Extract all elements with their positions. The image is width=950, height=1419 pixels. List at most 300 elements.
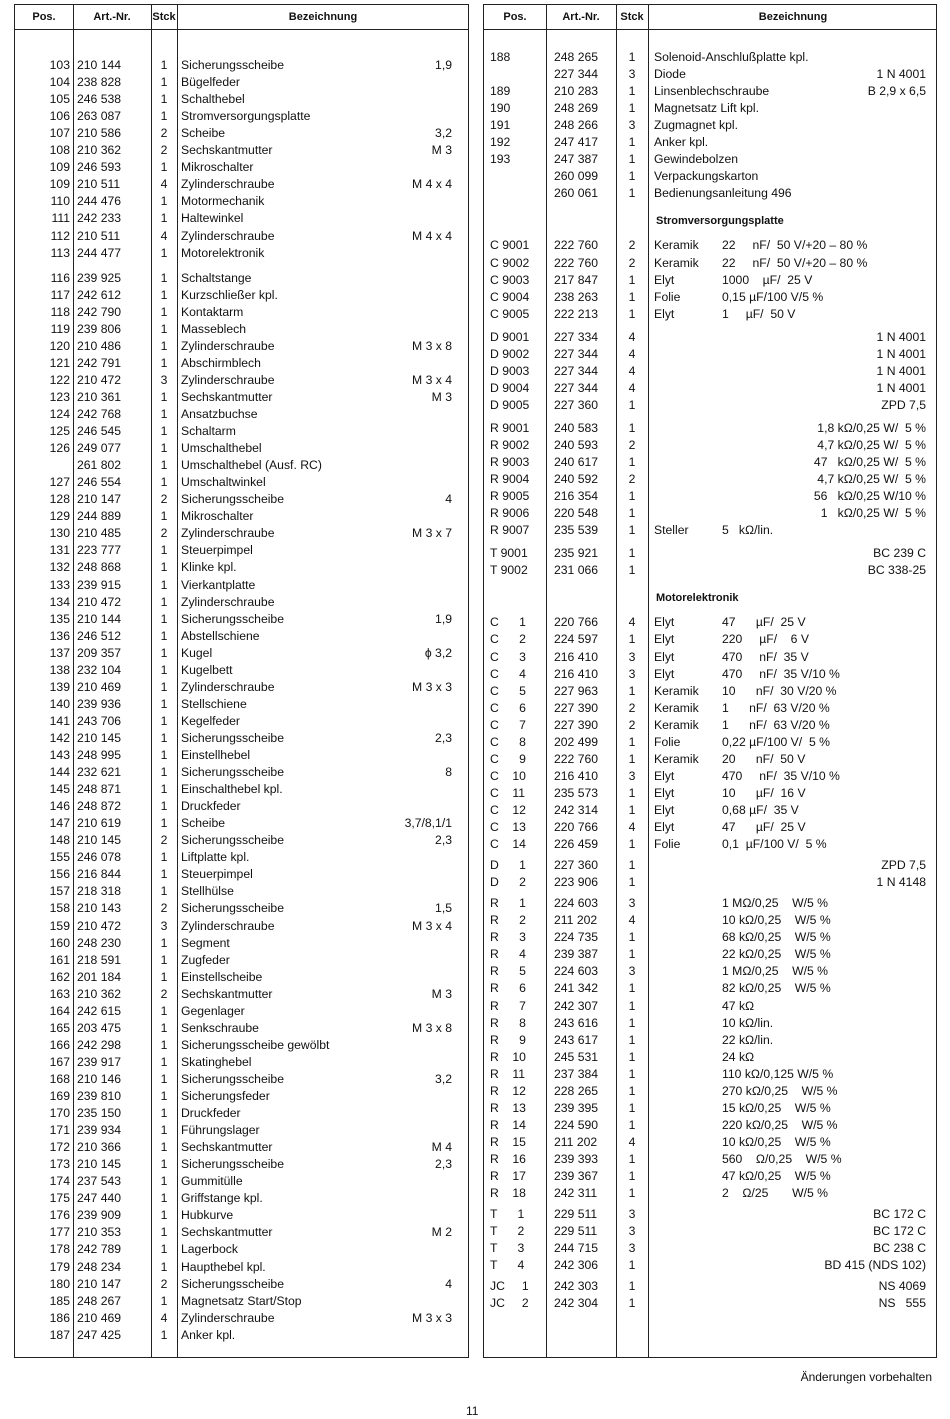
row-stck: 1	[628, 1049, 636, 1064]
row-art-nr: 222 760	[554, 238, 599, 253]
table-row	[484, 363, 936, 380]
table-row	[15, 969, 468, 986]
row-art-nr: 210 472	[77, 372, 122, 387]
table-row	[15, 645, 468, 662]
row-art-nr: 238 828	[77, 75, 122, 90]
row-pos: 192	[490, 135, 511, 150]
row-pos: 190	[490, 101, 511, 116]
row-pos: D 9003	[490, 363, 530, 378]
row-stck: 4	[628, 380, 636, 395]
row-spec: 3,2	[435, 126, 452, 141]
row-name: Sicherungsscheibe gewölbt	[181, 1037, 330, 1052]
row-pos: 108	[49, 143, 70, 158]
row-pos: R 18	[490, 1186, 526, 1201]
row-stck: 1	[628, 947, 636, 962]
row-name: Sicherungsscheibe	[181, 901, 284, 916]
table-row	[15, 1156, 468, 1173]
row-pos: 180	[49, 1276, 70, 1291]
row-stck: 1	[628, 455, 636, 470]
table-row	[484, 545, 936, 562]
row-name: Zugmagnet kpl.	[654, 118, 739, 133]
row-stck: 1	[160, 594, 168, 609]
row-stck: 2	[628, 255, 636, 270]
table-row	[15, 986, 468, 1003]
table-row	[15, 900, 468, 917]
row-art-nr: 244 715	[554, 1241, 599, 1256]
row-art-nr: 242 791	[77, 355, 122, 370]
table-row	[484, 768, 936, 785]
row-art-nr: 210 469	[77, 679, 122, 694]
row-name: Gegenlager	[181, 1003, 245, 1018]
row-pos: C 9001	[490, 238, 530, 253]
row-name: Umschaltwinkel	[181, 475, 266, 490]
row-pos: R 16	[490, 1151, 526, 1166]
row-art-nr: 242 307	[554, 998, 599, 1013]
table-row	[484, 1223, 936, 1240]
row-name: Sicherungsfeder	[181, 1089, 270, 1103]
row-pos: 178	[49, 1242, 70, 1257]
row-art-nr: 216 410	[554, 649, 599, 664]
table-row	[15, 1122, 468, 1139]
row-name: Führungslager	[181, 1123, 260, 1138]
row-stck: 1	[160, 1123, 168, 1138]
row-art-nr: 218 591	[77, 952, 122, 967]
row-pos: 189	[490, 84, 511, 99]
row-pos: 156	[49, 867, 70, 882]
row-stck: 1	[160, 1020, 168, 1035]
row-pos: R 12	[490, 1083, 526, 1098]
row-pos: C 12	[490, 802, 526, 817]
row-pos: 169	[49, 1089, 70, 1103]
row-name: Elyt	[654, 649, 675, 664]
row-spec: M 3 x 4	[412, 372, 452, 387]
row-art-nr: 216 410	[554, 666, 599, 681]
row-art-nr: 245 531	[554, 1049, 599, 1064]
table-row	[484, 306, 936, 323]
row-pos: 143	[49, 748, 70, 762]
row-pos: 140	[49, 696, 70, 711]
row-pos: 111	[51, 211, 70, 226]
row-name: Schaltarm	[181, 424, 236, 439]
row-value: 1 µF/ 50 V	[722, 306, 796, 321]
row-name: Kegelfeder	[181, 713, 240, 728]
row-value: 0,15 µF/100 V/5 %	[722, 289, 824, 304]
table-row	[15, 1207, 468, 1224]
row-stck: 1	[160, 75, 168, 90]
row-stck: 1	[628, 1083, 636, 1098]
row-stck: 1	[628, 1186, 636, 1201]
row-art-nr: 211 202	[554, 913, 598, 928]
row-art-nr: 210 619	[77, 816, 122, 831]
row-name: Sicherungsscheibe	[181, 58, 284, 72]
row-art-nr: 242 304	[554, 1296, 599, 1311]
row-name: Sicherungsscheibe	[181, 1071, 284, 1086]
row-art-nr: 210 147	[77, 492, 122, 507]
row-name: Zylinderschraube	[181, 526, 275, 541]
table-row	[484, 168, 936, 185]
row-pos: 109	[49, 160, 70, 175]
row-name: Kugelbett	[181, 662, 233, 677]
row-pos: 172	[49, 1140, 70, 1155]
row-art-nr: 240 593	[554, 438, 599, 452]
col-header-pos: Pos.	[503, 11, 527, 23]
row-stck: 2	[628, 700, 636, 715]
row-name: Folie	[654, 734, 681, 749]
row-name: Einstellhebel	[181, 748, 251, 762]
row-stck: 1	[160, 577, 168, 592]
row-pos: R 1	[490, 896, 526, 911]
row-pos: D 1	[490, 858, 526, 873]
row-value: 270 kΩ/0,25 W/5 %	[722, 1083, 838, 1098]
row-stck: 1	[160, 1242, 168, 1257]
row-pos: 106	[49, 109, 70, 124]
table-row	[15, 747, 468, 764]
row-pos: 171	[49, 1123, 70, 1138]
row-spec: NS 4069	[878, 1279, 926, 1294]
row-art-nr: 240 583	[554, 420, 599, 435]
row-name: Keramik	[654, 238, 699, 253]
row-value: 470 nF/ 35 V/10 %	[722, 768, 840, 783]
row-pos: D 9001	[490, 329, 530, 344]
row-value: 5 kΩ/lin.	[722, 523, 774, 538]
row-value: 22 kΩ/lin.	[722, 1032, 774, 1047]
row-pos: R 9005	[490, 489, 530, 504]
table-row	[484, 1066, 936, 1083]
row-spec: M 3 x 4	[412, 918, 452, 933]
row-art-nr: 201 184	[77, 969, 122, 984]
row-stck: 1	[628, 1015, 636, 1030]
row-art-nr: 210 283	[554, 84, 599, 99]
row-value: 1 nF/ 63 V/20 %	[722, 700, 830, 715]
row-spec: BC 338-25	[867, 563, 926, 578]
row-spec: 4,7 kΩ/0,25 W/ 5 %	[817, 472, 926, 487]
row-pos: 113	[50, 245, 70, 260]
table-row	[484, 420, 936, 437]
row-art-nr: 246 554	[77, 475, 122, 490]
row-stck: 1	[160, 475, 168, 490]
row-spec: 3,7/8,1/1	[404, 816, 452, 831]
row-name: Mikroschalter	[181, 160, 254, 175]
row-name: Ansatzbuchse	[181, 407, 258, 421]
row-spec: M 4	[431, 1140, 452, 1155]
row-art-nr: 222 213	[554, 306, 599, 321]
row-art-nr: 211 202	[554, 1134, 598, 1149]
row-spec: M 3	[431, 143, 452, 158]
row-value: 110 kΩ/0,125 W/5 %	[722, 1066, 834, 1081]
row-stck: 1	[628, 930, 636, 945]
row-pos: JC 1	[490, 1279, 529, 1294]
row-name: Magnetsatz Start/Stop	[181, 1293, 302, 1308]
table-row	[15, 662, 468, 679]
row-pos: 104	[49, 75, 70, 90]
table-row	[15, 1327, 468, 1344]
row-art-nr: 244 476	[77, 194, 122, 209]
row-art-nr: 242 233	[77, 211, 122, 226]
row-pos: 129	[49, 509, 70, 524]
row-pos: 148	[49, 833, 70, 848]
row-spec: BC 172 C	[873, 1207, 926, 1222]
row-stck: 2	[160, 143, 168, 158]
row-art-nr: 210 485	[77, 526, 122, 541]
row-art-nr: 239 915	[77, 577, 122, 592]
row-art-nr: 239 806	[77, 321, 122, 336]
table-row	[484, 785, 936, 802]
row-pos: C 4	[490, 666, 526, 681]
row-spec: M 3	[431, 389, 452, 404]
row-art-nr: 239 925	[77, 270, 122, 285]
row-name: Zylinderschraube	[181, 177, 275, 192]
row-name: Griffstange kpl.	[181, 1191, 263, 1206]
table-row	[484, 836, 936, 853]
table-row	[15, 559, 468, 576]
row-spec: 4,7 kΩ/0,25 W/ 5 %	[817, 438, 926, 452]
row-stck: 1	[160, 850, 168, 865]
table-row	[15, 730, 468, 747]
row-value: 10 nF/ 30 V/20 %	[722, 683, 837, 698]
row-stck: 1	[628, 683, 636, 698]
row-name: Keramik	[654, 683, 699, 698]
row-name: Zylinderschraube	[181, 338, 275, 353]
table-row	[15, 1054, 468, 1071]
table-row	[484, 380, 936, 397]
row-pos: 173	[49, 1157, 70, 1172]
table-row	[15, 193, 468, 210]
col-header-bezeichnung: Bezeichnung	[758, 11, 828, 23]
row-name: Steuerpimpel	[181, 543, 253, 558]
row-stck: 1	[160, 424, 168, 439]
table-row	[15, 1020, 468, 1037]
row-spec: 1 N 4001	[876, 380, 926, 395]
row-value: 24 kΩ	[722, 1049, 755, 1064]
row-pos: 165	[49, 1020, 70, 1035]
row-stck: 1	[628, 306, 636, 321]
row-art-nr: 242 768	[77, 407, 122, 421]
row-art-nr: 210 472	[77, 594, 122, 609]
row-pos: 131	[49, 543, 70, 558]
row-art-nr: 224 603	[554, 964, 599, 979]
row-pos: 159	[49, 918, 70, 933]
row-art-nr: 229 511	[554, 1207, 598, 1222]
row-spec: 1,9	[435, 58, 452, 72]
row-pos: 166	[49, 1037, 70, 1052]
row-name: Zylinderschraube	[181, 679, 275, 694]
row-art-nr: 232 621	[77, 765, 122, 780]
table-row	[15, 321, 468, 338]
row-stck: 1	[628, 875, 636, 890]
row-art-nr: 210 486	[77, 338, 122, 353]
row-pos: 133	[49, 577, 70, 592]
table-row	[15, 798, 468, 815]
row-stck: 1	[628, 523, 636, 538]
row-art-nr: 227 344	[554, 346, 599, 361]
row-art-nr: 210 361	[77, 389, 122, 404]
col-header-pos: Pos.	[32, 11, 56, 23]
table-row	[15, 1105, 468, 1122]
table-row	[15, 57, 468, 74]
row-pos: C 1	[490, 615, 526, 630]
row-art-nr: 235 921	[554, 546, 599, 561]
row-pos: T 1	[490, 1207, 525, 1222]
row-art-nr: 247 387	[554, 152, 599, 167]
table-row	[15, 125, 468, 142]
row-value: 470 nF/ 35 V/10 %	[722, 666, 840, 681]
row-stck: 4	[628, 913, 636, 928]
row-stck: 1	[628, 632, 636, 647]
row-value: 47 µF/ 25 V	[722, 615, 806, 630]
row-value: 22 nF/ 50 V/+20 – 80 %	[722, 255, 868, 270]
table-row	[484, 272, 936, 289]
row-spec: 1,8 kΩ/0,25 W/ 5 %	[817, 420, 926, 435]
table-row	[484, 819, 936, 836]
row-pos: R 4	[490, 947, 526, 962]
row-pos: 155	[49, 850, 70, 865]
row-pos: 119	[50, 321, 70, 336]
row-pos: 127	[49, 475, 70, 490]
row-art-nr: 238 263	[554, 289, 599, 304]
row-name: Sechskantmutter	[181, 1140, 273, 1155]
table-row	[484, 255, 936, 272]
row-pos: 191	[490, 118, 511, 133]
row-pos: R 9006	[490, 506, 530, 521]
row-spec: 8	[445, 765, 452, 780]
row-name: Sechskantmutter	[181, 986, 273, 1001]
row-spec: 1,5	[435, 901, 452, 916]
row-stck: 1	[628, 489, 636, 504]
row-stck: 2	[628, 438, 636, 452]
row-name: Stellhülse	[181, 884, 234, 899]
row-art-nr: 227 344	[554, 363, 599, 378]
row-art-nr: 248 269	[554, 101, 599, 116]
table-row	[484, 488, 936, 505]
table-row	[15, 542, 468, 559]
row-stck: 1	[160, 194, 168, 209]
row-name: Elyt	[654, 306, 675, 321]
row-pos: 146	[49, 799, 70, 814]
row-stck: 4	[628, 615, 636, 630]
row-pos: 126	[49, 441, 70, 456]
row-pos: 138	[49, 662, 70, 677]
row-pos: 135	[49, 611, 70, 626]
table-row	[484, 1240, 936, 1257]
row-stck: 3	[628, 896, 636, 911]
row-spec: M 4 x 4	[412, 177, 452, 192]
row-stck: 4	[628, 1134, 636, 1149]
row-pos: R 3	[490, 930, 526, 945]
row-name: Abschirmblech	[181, 355, 261, 370]
row-pos: R 6	[490, 981, 526, 996]
table-row	[484, 946, 936, 963]
row-stck: 1	[628, 1296, 636, 1311]
row-pos: R 9004	[490, 472, 530, 487]
row-art-nr: 227 334	[554, 329, 599, 344]
row-name: Schaltstange	[181, 270, 252, 285]
row-name: Sicherungsscheibe	[181, 1276, 284, 1291]
row-value: 47 kΩ/0,25 W/5 %	[722, 1169, 831, 1183]
row-art-nr: 235 539	[554, 523, 599, 538]
row-value: 0,68 µF/ 35 V	[722, 802, 799, 817]
row-name: Sicherungsscheibe	[181, 765, 284, 780]
table-row	[15, 1310, 468, 1327]
table-row	[484, 963, 936, 980]
row-art-nr: 248 872	[77, 799, 122, 814]
row-pos: R 5	[490, 964, 526, 979]
table-row	[15, 159, 468, 176]
row-name: Gummitülle	[181, 1174, 243, 1189]
row-pos: 145	[49, 782, 70, 797]
row-art-nr: 220 766	[554, 615, 599, 630]
table-row	[15, 883, 468, 900]
row-pos: D 2	[490, 875, 526, 890]
row-art-nr: 227 390	[554, 700, 599, 715]
row-art-nr: 243 617	[554, 1032, 599, 1047]
row-pos: 105	[49, 92, 70, 107]
row-stck: 1	[160, 1191, 168, 1206]
row-stck: 1	[160, 1003, 168, 1018]
table-row	[484, 522, 936, 539]
row-pos: D 9005	[490, 397, 530, 412]
row-art-nr: 224 735	[554, 930, 599, 945]
table-row	[15, 1139, 468, 1156]
row-art-nr: 248 234	[77, 1259, 122, 1274]
row-pos: 134	[49, 594, 70, 609]
row-stck: 1	[160, 109, 168, 124]
row-stck: 1	[628, 1279, 636, 1294]
row-stck: 1	[628, 751, 636, 766]
row-stck: 1	[160, 730, 168, 745]
row-art-nr: 224 603	[554, 896, 599, 911]
row-pos: T 2	[490, 1224, 525, 1239]
table-row	[15, 372, 468, 389]
row-spec: M 3	[431, 986, 452, 1001]
row-pos: 186	[49, 1310, 70, 1325]
row-stck: 2	[160, 901, 168, 916]
row-pos: C 3	[490, 649, 526, 664]
table-row	[15, 423, 468, 440]
row-art-nr: 246 512	[77, 628, 122, 643]
row-name: Einstellscheibe	[181, 969, 263, 984]
row-stck: 1	[160, 696, 168, 711]
row-value: 220 kΩ/0,25 W/5 %	[722, 1117, 838, 1132]
table-row	[15, 679, 468, 696]
row-art-nr: 232 104	[77, 662, 122, 677]
table-row	[15, 491, 468, 508]
row-stck: 3	[628, 666, 636, 681]
row-art-nr: 248 267	[77, 1293, 122, 1308]
row-spec: BC 172 C	[873, 1224, 926, 1239]
table-row	[484, 437, 936, 454]
row-art-nr: 239 934	[77, 1123, 122, 1138]
row-stck: 1	[628, 169, 636, 184]
row-name: Skatinghebel	[181, 1054, 252, 1069]
row-spec: 56 kΩ/0,25 W/10 %	[813, 489, 926, 504]
row-pos: 142	[49, 730, 70, 745]
table-row	[484, 66, 936, 83]
row-spec: 1 N 4001	[876, 329, 926, 344]
table-row	[15, 210, 468, 227]
row-art-nr: 239 917	[77, 1054, 122, 1069]
row-pos: C 9	[490, 751, 526, 766]
table-row	[484, 1151, 936, 1168]
table-row	[484, 185, 936, 202]
row-spec: ϕ 3,2	[424, 645, 452, 660]
table-row	[484, 1083, 936, 1100]
row-stck: 1	[628, 420, 636, 435]
row-art-nr: 243 616	[554, 1015, 599, 1030]
row-pos: 167	[49, 1054, 70, 1069]
row-art-nr: 223 777	[77, 543, 122, 558]
table-row	[15, 1224, 468, 1241]
row-pos: 136	[49, 628, 70, 643]
